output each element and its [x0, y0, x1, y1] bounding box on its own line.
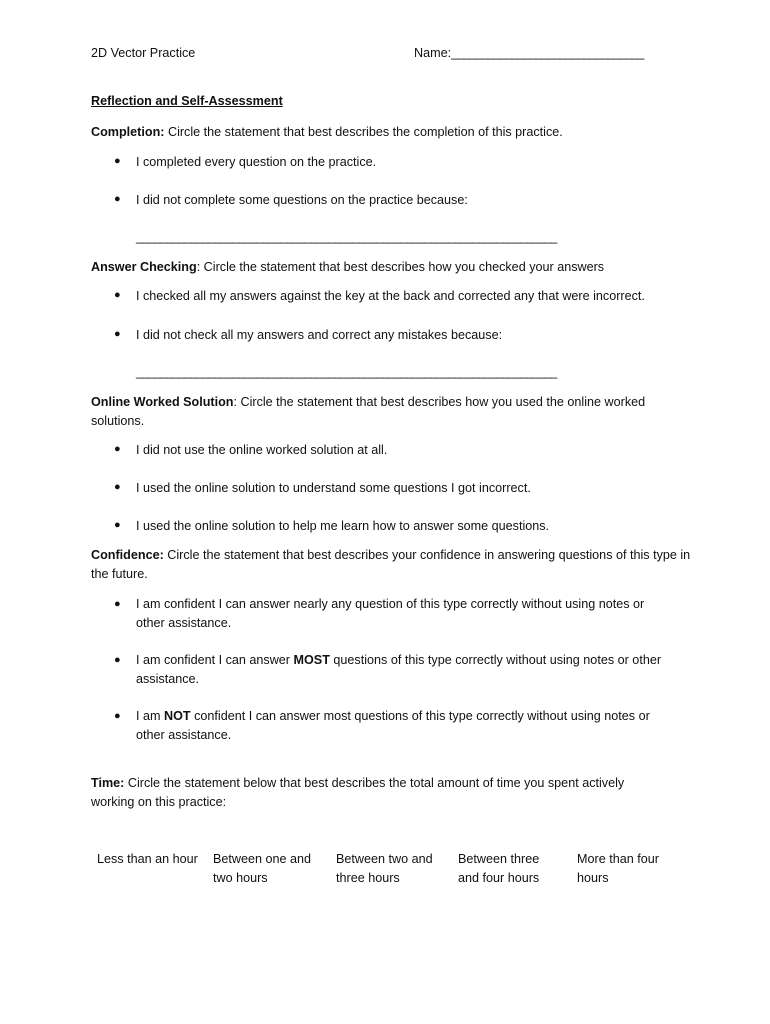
confidence-option-2-text-a: I am confident I can answer [136, 653, 294, 667]
answer-checking-option-2[interactable]: I did not check all my answers and correct any mistakes because: [136, 328, 503, 342]
bullet-icon: ● [114, 155, 121, 167]
confidence-option-3-text-a: I am [136, 709, 164, 723]
time-prompt-text: Circle the statement below that best describes the total amount of time you spent actively working on this practice: [91, 776, 625, 809]
confidence-label: Confidence: [91, 548, 164, 562]
name-blank-line: ________________________________ [451, 46, 644, 60]
confidence-option-2-text-b: questions of this type correctly without using notes or other assistance. [136, 653, 662, 686]
online-label: Online Worked Solution [91, 395, 234, 409]
completion-label: Completion: [91, 125, 165, 139]
bullet-icon: ● [114, 443, 121, 455]
answer-checking-option-1[interactable]: I checked all my answers against the key at the back and corrected any that were incorrect. [136, 289, 645, 303]
time-option-less-than-hour[interactable]: Less than an hour [97, 852, 198, 866]
name-field[interactable] [414, 46, 643, 60]
bullet-icon: ● [114, 481, 121, 493]
confidence-option-3-text-b: confident I can answer most questions of this type correctly without using notes or other assistance. [136, 709, 650, 742]
confidence-option-1[interactable]: I am confident I can answer nearly any question of this type correctly without using notes or other assistance. [136, 597, 645, 630]
online-option-3[interactable]: I used the online solution to help me learn how to answer some questions. [136, 519, 550, 533]
time-option-two-to-three[interactable]: Between two and three hours [336, 852, 433, 885]
completion-prompt-text: Circle the statement that best describes the completion of this practice. [164, 125, 563, 139]
time-prompt [91, 774, 651, 812]
confidence-prompt [91, 546, 691, 584]
time-option-three-to-four[interactable]: Between three and four hours [458, 852, 540, 885]
bullet-icon: ● [114, 193, 121, 205]
document-title: 2D Vector Practice [91, 46, 196, 60]
bullet-icon: ● [114, 328, 121, 340]
bullet-icon: ● [114, 710, 121, 722]
bullet-icon: ● [114, 598, 121, 610]
answer-checking-reason-blank[interactable]: ______________________________________________________________________ [136, 365, 557, 379]
completion-option-1[interactable]: I completed every question on the practice. [136, 155, 377, 169]
time-option-one-to-two[interactable]: Between one and two hours [213, 852, 312, 885]
online-prompt [91, 393, 671, 431]
bullet-icon: ● [114, 654, 121, 666]
bullet-icon: ● [114, 289, 121, 301]
online-prompt-text: : Circle the statement that best describes how you used the online worked solutions. [91, 395, 646, 428]
online-option-1[interactable]: I did not use the online worked solution at all. [136, 443, 388, 457]
time-option-more-than-four[interactable]: More than four hours [577, 852, 659, 885]
confidence-option-2[interactable] [136, 651, 681, 689]
time-label: Time: [91, 776, 125, 790]
completion-option-2[interactable]: I did not complete some questions on the practice because: [136, 193, 468, 207]
answer-checking-label: Answer Checking [91, 260, 197, 274]
completion-prompt [91, 123, 691, 142]
answer-checking-prompt [91, 258, 691, 277]
name-label: Name: [414, 46, 452, 60]
section-title: Reflection and Self-Assessment [91, 94, 283, 108]
completion-reason-blank[interactable]: ______________________________________________________________________ [136, 230, 557, 244]
confidence-option-2-emphasis: MOST [293, 653, 330, 667]
online-option-2[interactable]: I used the online solution to understand some questions I got incorrect. [136, 481, 531, 495]
confidence-prompt-text: Circle the statement that best describes your confidence in answering questions of this type in the future. [91, 548, 691, 581]
confidence-option-3-emphasis: NOT [164, 709, 191, 723]
answer-checking-prompt-text: : Circle the statement that best describes how you checked your answers [196, 260, 605, 274]
bullet-icon: ● [114, 519, 121, 531]
confidence-option-3[interactable] [136, 707, 671, 745]
